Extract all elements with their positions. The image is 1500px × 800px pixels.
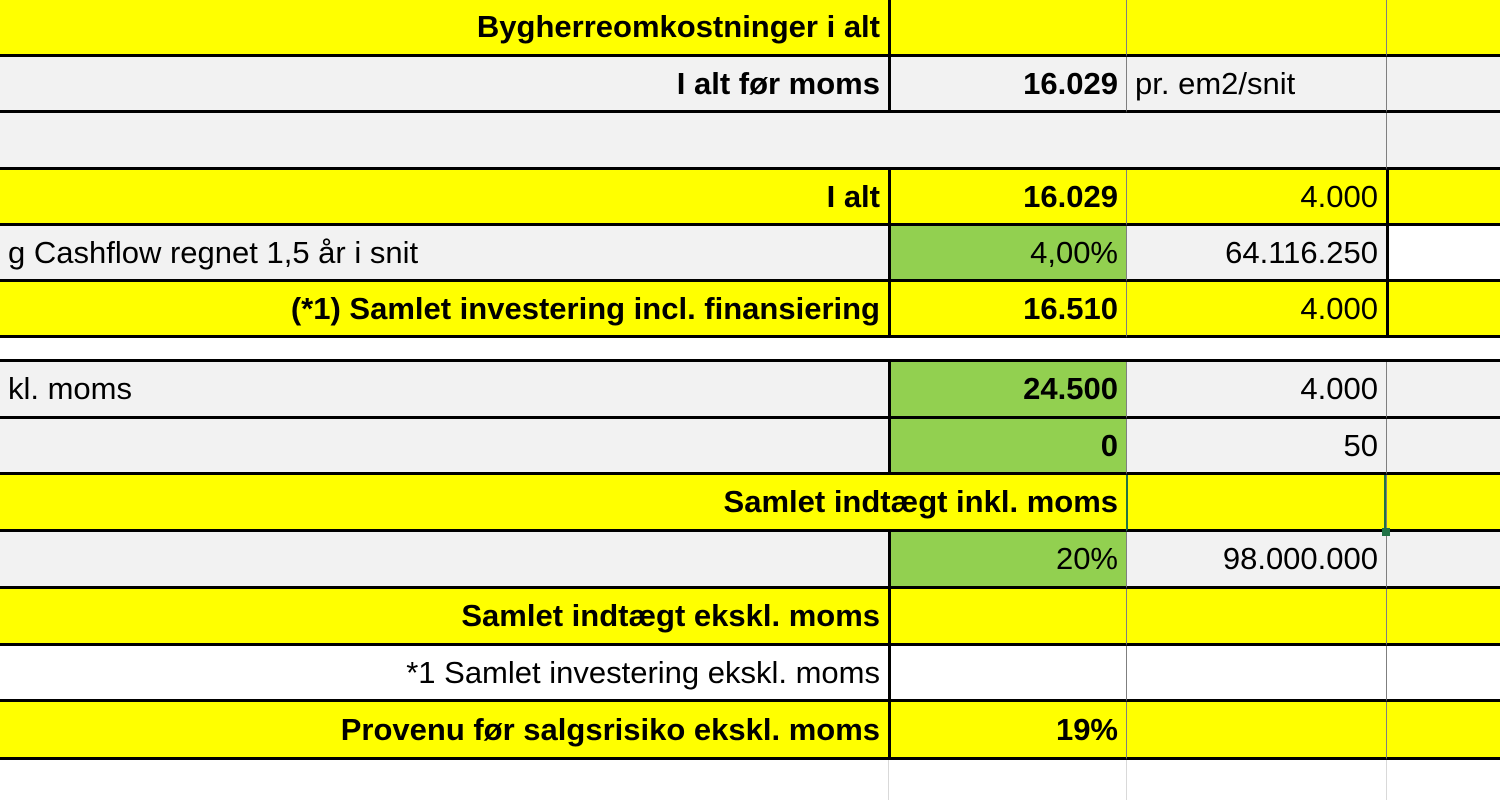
cell-value-1[interactable]: 16.510 — [888, 282, 1126, 338]
cell-value-2[interactable]: 64.116.250 — [1126, 226, 1386, 282]
cell-label[interactable]: Provenu før salgsrisiko ekskl. moms — [0, 702, 888, 760]
table-row — [0, 532, 1500, 589]
cell-value-3[interactable] — [1386, 702, 1500, 760]
cell-value-3[interactable] — [1386, 170, 1500, 226]
cell-value-3[interactable] — [1386, 362, 1500, 419]
cell-value-3[interactable] — [1386, 57, 1500, 113]
cell-value-1[interactable]: 19% — [888, 702, 1126, 760]
table-row — [0, 282, 1500, 338]
cell-value-2[interactable] — [1126, 589, 1386, 646]
table-row — [0, 226, 1500, 282]
cell-value-1[interactable]: 16.029 — [888, 170, 1126, 226]
table-row — [0, 475, 1500, 532]
cell-value-1[interactable]: 20% — [888, 532, 1126, 589]
cell-value-2[interactable]: 98.000.000 — [1126, 532, 1386, 589]
cell-value-1[interactable] — [888, 0, 1126, 57]
cell-label[interactable]: g Cashflow regnet 1,5 år i snit — [0, 226, 888, 282]
cell-label[interactable]: Bygherreomkostninger i alt — [0, 0, 888, 57]
cell-label[interactable]: kl. moms — [0, 362, 888, 419]
selected-cell[interactable] — [1126, 475, 1386, 532]
cell-value-3[interactable] — [1386, 532, 1500, 589]
cell-label[interactable]: I alt før moms — [0, 57, 888, 113]
cell-value-3[interactable] — [1386, 282, 1500, 338]
cell-label[interactable]: I alt — [0, 170, 888, 226]
table-row — [0, 113, 1500, 170]
cell-value-2[interactable]: pr. em2/snit — [1126, 57, 1386, 113]
cell-value-2[interactable]: 4.000 — [1126, 362, 1386, 419]
cell-value-3[interactable] — [1386, 226, 1500, 282]
cell-value-2[interactable]: 4.000 — [1126, 170, 1386, 226]
cell-value-3[interactable] — [1386, 589, 1500, 646]
table-row — [0, 362, 1500, 419]
cell-label[interactable] — [0, 419, 888, 475]
table-row — [0, 57, 1500, 113]
cell-label[interactable]: Samlet indtægt inkl. moms — [0, 475, 1126, 532]
cell-value-1[interactable]: 24.500 — [888, 362, 1126, 419]
table-row — [0, 646, 1500, 702]
cell-value-2[interactable]: 50 — [1126, 419, 1386, 475]
table-row — [0, 702, 1500, 760]
cell-value-2[interactable] — [1126, 0, 1386, 57]
cell-value-1[interactable]: 4,00% — [888, 226, 1126, 282]
cell-label[interactable]: (*1) Samlet investering incl. finansiering — [0, 282, 888, 338]
fill-handle[interactable] — [1382, 528, 1390, 536]
cell-label[interactable]: *1 Samlet investering ekskl. moms — [0, 646, 888, 702]
table-row — [0, 0, 1500, 57]
cell-value-2[interactable] — [1126, 646, 1386, 702]
cell-label[interactable] — [0, 532, 888, 589]
cell-value-3[interactable] — [1386, 475, 1500, 532]
cell-value-3[interactable] — [1386, 646, 1500, 702]
spacer-row — [0, 338, 1500, 362]
table-row — [0, 170, 1500, 226]
cell-value-3[interactable] — [1386, 419, 1500, 475]
cell-value-2[interactable] — [1126, 702, 1386, 760]
cell-value-3[interactable] — [1386, 113, 1500, 170]
cell-label[interactable] — [0, 113, 1386, 170]
table-row — [0, 589, 1500, 646]
cell-value-1[interactable] — [888, 589, 1126, 646]
table-row — [0, 419, 1500, 475]
cell-label[interactable]: Samlet indtægt ekskl. moms — [0, 589, 888, 646]
cell-value-1[interactable]: 16.029 — [888, 57, 1126, 113]
cell-value-3[interactable] — [1386, 0, 1500, 57]
cell-value-1[interactable] — [888, 646, 1126, 702]
cell-value-2[interactable]: 4.000 — [1126, 282, 1386, 338]
cell-value-1[interactable]: 0 — [888, 419, 1126, 475]
